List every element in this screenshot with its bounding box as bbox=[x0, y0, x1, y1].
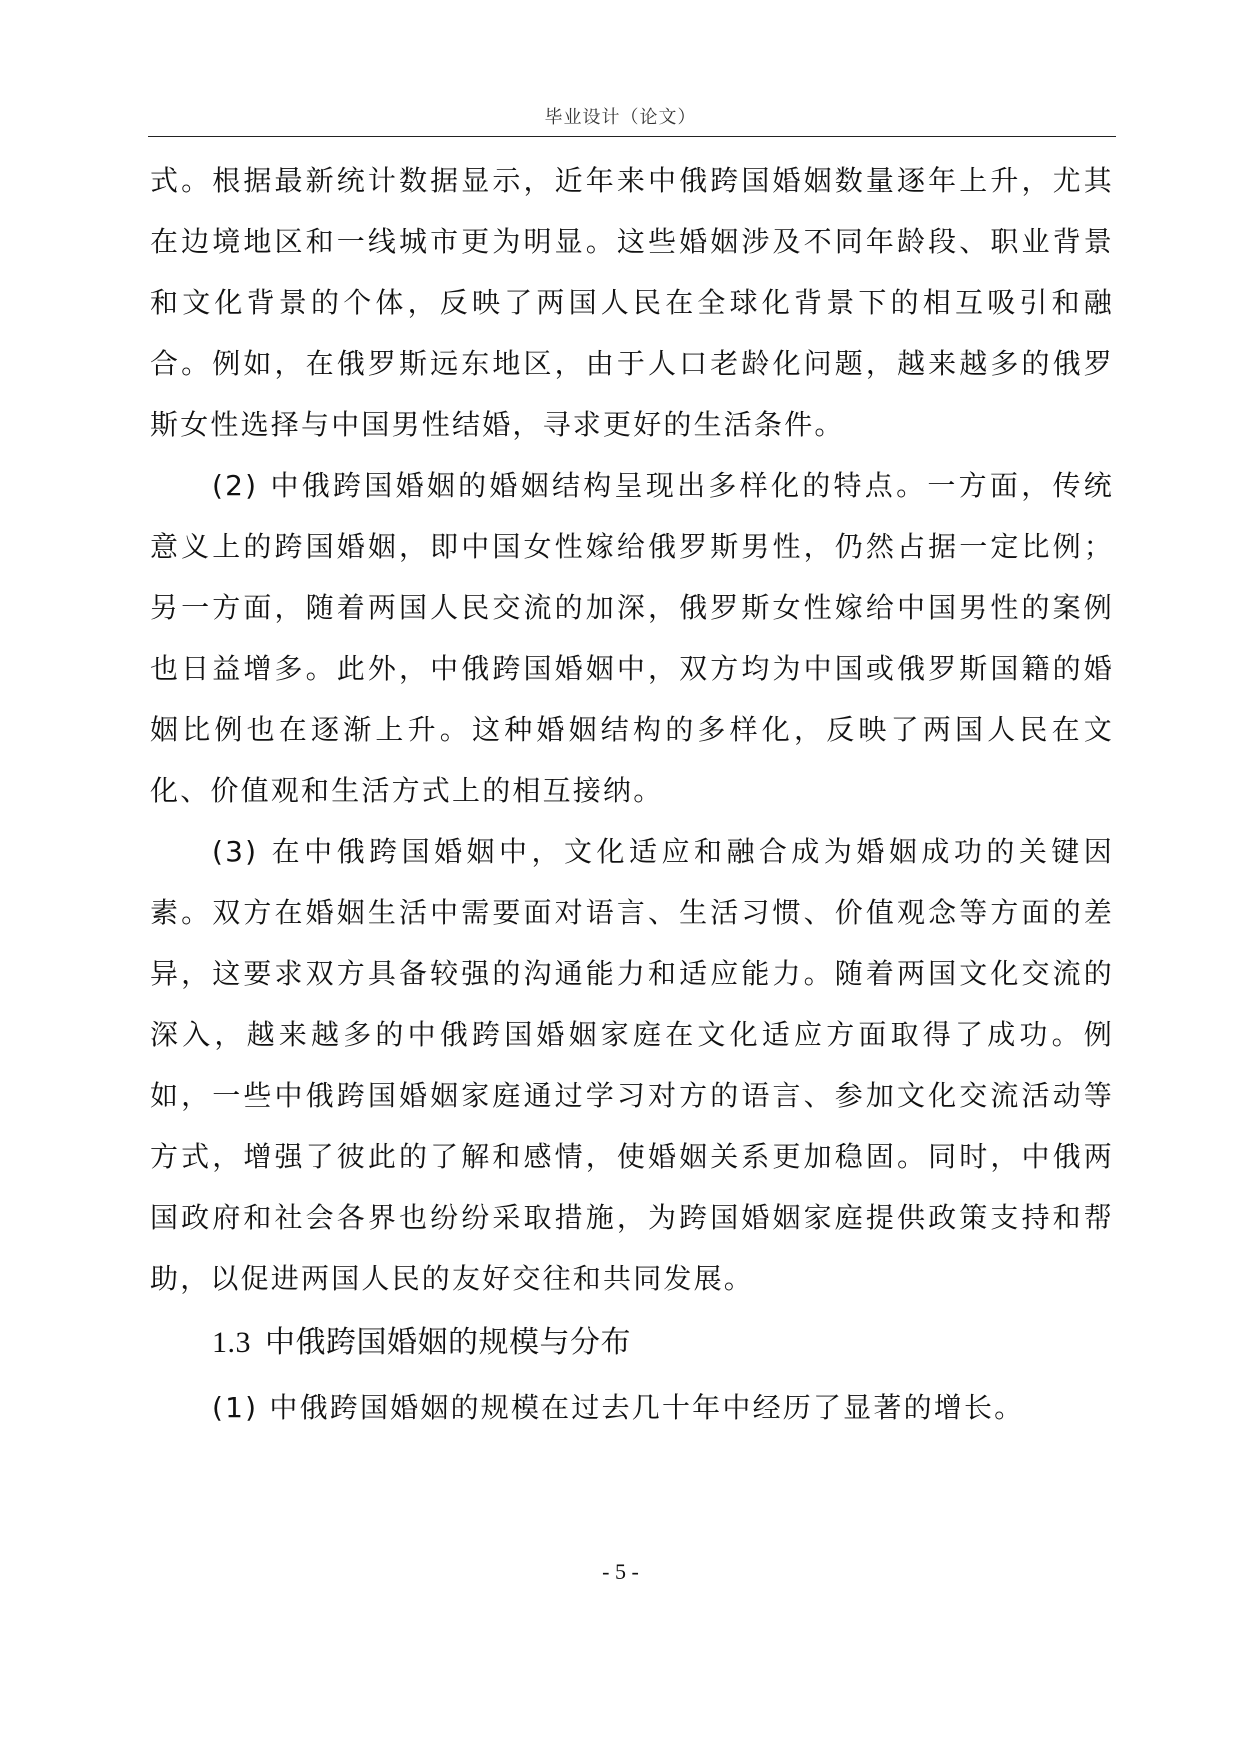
running-header: 毕业设计（论文） bbox=[544, 107, 697, 128]
section-heading bbox=[150, 1309, 1114, 1377]
paragraph-item-3: (3) 在中俄跨国婚姻中，文化适应和融合成为婚姻成功的关键因素。双方在婚姻生活中需要面对语言、生活习惯、价值观念等方面的差异，这要求双方具备较强的沟通能力和适应能力。随着两国文化交流的深入，越来越多的中俄跨国婚姻家庭在文化适应方面取得了成功。例如，一些中俄跨国婚姻家庭通过学习对方的语言、参加文化交流活动等方式，增强了彼此的了解和感情，使婚姻关系更加稳固。同时，中俄两国政府和社会各界也纷纷采取措施，为跨国婚姻家庭提供政策支持和帮助，以促进两国人民的友好交往和共同发展。 bbox=[150, 835, 1114, 1295]
section-number: 1.3 bbox=[212, 1326, 251, 1359]
paragraph-item-2: (2) 中俄跨国婚姻的婚姻结构呈现出多样化的特点。一方面，传统意义上的跨国婚姻，即中国女性嫁给俄罗斯男性，仍然占据一定比例；另一方面，随着两国人民交流的加深，俄罗斯女性嫁给中国男性的案例也日益增多。此外，中俄跨国婚姻中，双方均为中国或俄罗斯国籍的婚姻比例也在逐渐上升。这种婚姻结构的多样化，反映了两国人民在文化、价值观和生活方式上的相互接纳。 bbox=[150, 469, 1114, 807]
header-divider bbox=[148, 136, 1116, 137]
paragraph-continued: 式。根据最新统计数据显示，近年来中俄跨国婚姻数量逐年上升，尤其在边境地区和一线城市更为明显。这些婚姻涉及不同年龄段、职业背景和文化背景的个体，反映了两国人民在全球化背景下的相互吸引和融合。例如，在俄罗斯远东地区，由于人口老龄化问题，越来越多的俄罗斯女性选择与中国男性结婚，寻求更好的生活条件。 bbox=[150, 164, 1114, 441]
body-text bbox=[150, 150, 1114, 1438]
page-number: - 5 - bbox=[602, 1559, 639, 1584]
section-title: 中俄跨国婚姻的规模与分布 bbox=[265, 1325, 631, 1360]
paragraph-item-1: (1) 中俄跨国婚姻的规模在过去几十年中经历了显著的增长。 bbox=[212, 1391, 1025, 1424]
